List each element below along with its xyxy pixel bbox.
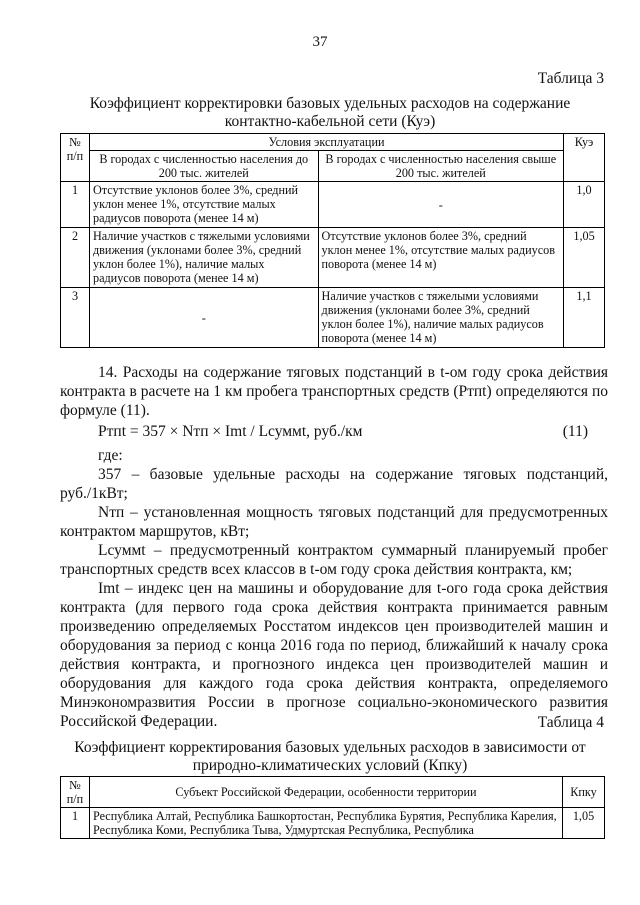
where-label: где: (98, 447, 123, 464)
row-col1: - (89, 288, 318, 348)
table3-header-col2: В городах с численностью населения свыше 200 тыс. жителей (318, 151, 564, 182)
table3-title: Коэффициент корректировки базовых удельных расходов на содержание контактно-кабельной сети (Куэ) (89, 95, 571, 130)
row-subject: Республика Алтай, Республика Башкортостан, Республика Бурятия, Республика Карелия, Республика Коми, Республика Тыва, Удмуртская Республика, Республика (89, 808, 562, 839)
table-row (61, 228, 605, 288)
table4 (60, 776, 605, 839)
table4-header-num: № п/п (61, 777, 90, 808)
formula-number: (11) (562, 423, 588, 440)
row-col2: - (318, 182, 564, 228)
row-number: 1 (61, 808, 90, 839)
table-row (61, 182, 605, 228)
row-number: 3 (61, 288, 90, 348)
paragraph-14: 14. Расходы на содержание тяговых подстанций в t-ом году срока действия контракта в расчете на 1 км пробега транспортных средств (Pтпt) определяются по формуле (11). (60, 364, 608, 419)
row-col2: Отсутствие уклонов более 3%, средний уклон менее 1%, отсутствие малых радиусов поворота (менее 14 м) (318, 228, 564, 288)
definition-imt: Imt – индекс цен на машины и оборудование для t-ого года срока действия контракта (для первого года срока действия контракта принимается равным произведению определяемых Росстатом индексов цен производителей машин и оборудования за период с конца 2016 года по период, ближайший к началу срока действия контракта, и прогнозного индекса цен производителей машин и оборудования для каждого года срока действия контракта, определяемого Минэкономразвития России в прогнозе социально-экономического развития Российской Федерации. (60, 580, 608, 730)
table4-title: Коэффициент корректирования базовых удельных расходов в зависимости от природно-климатических условий (Кпку) (74, 739, 586, 774)
row-coef: 1,05 (564, 228, 605, 288)
row-col2: Наличие участков с тяжелыми условиями движения (уклонами более 3%, средний уклон более 1%), наличие малых радиусов поворота (менее 14 м) (318, 288, 564, 348)
table3-header-num: № п/п (61, 134, 90, 182)
page-number: 37 (312, 34, 328, 50)
table4-header-subject: Субъект Российской Федерации, особенности территории (89, 777, 562, 808)
table-row (61, 288, 605, 348)
row-coef: 1,05 (563, 808, 605, 839)
row-coef: 1,0 (564, 182, 605, 228)
table3-header-col1: В городах с численностью населения до 200 тыс. жителей (89, 151, 318, 182)
table-row (61, 808, 605, 839)
definition-lsumm: Lсуммt – предусмотренный контрактом суммарный планируемый пробег транспортных средств всех классов в t-ом году срока действия контракта, км; (60, 542, 608, 578)
row-col1: Отсутствие уклонов более 3%, средний уклон менее 1%, отсутствие малых радиусов поворота (менее 14 м) (89, 182, 318, 228)
table4-header-coef: Кпку (563, 777, 605, 808)
table3-header-coef: Куэ (564, 134, 605, 182)
table3-header-conditions: Условия эксплуатации (89, 134, 563, 151)
row-number: 1 (61, 182, 90, 228)
table4-label: Таблица 4 (537, 714, 604, 731)
table3 (60, 133, 605, 348)
definition-ntp: Nтп – установленная мощность тяговых подстанций для предусмотренных контрактом маршрутов, кВт; (60, 504, 608, 540)
table3-label: Таблица 3 (537, 70, 604, 87)
formula-11 (98, 423, 588, 441)
row-col1: Наличие участков с тяжелыми условиями движения (уклонами более 3%, средний уклон более 1%), наличие малых радиусов поворота (менее 14 м) (89, 228, 318, 288)
row-coef: 1,1 (564, 288, 605, 348)
definition-357: 357 – базовые удельные расходы на содержание тяговых подстанций, руб./1кВт; (60, 466, 608, 502)
formula-text: Pтпt = 357 × Nтп × Imt / Lсуммt, руб./км (98, 423, 363, 440)
row-number: 2 (61, 228, 90, 288)
